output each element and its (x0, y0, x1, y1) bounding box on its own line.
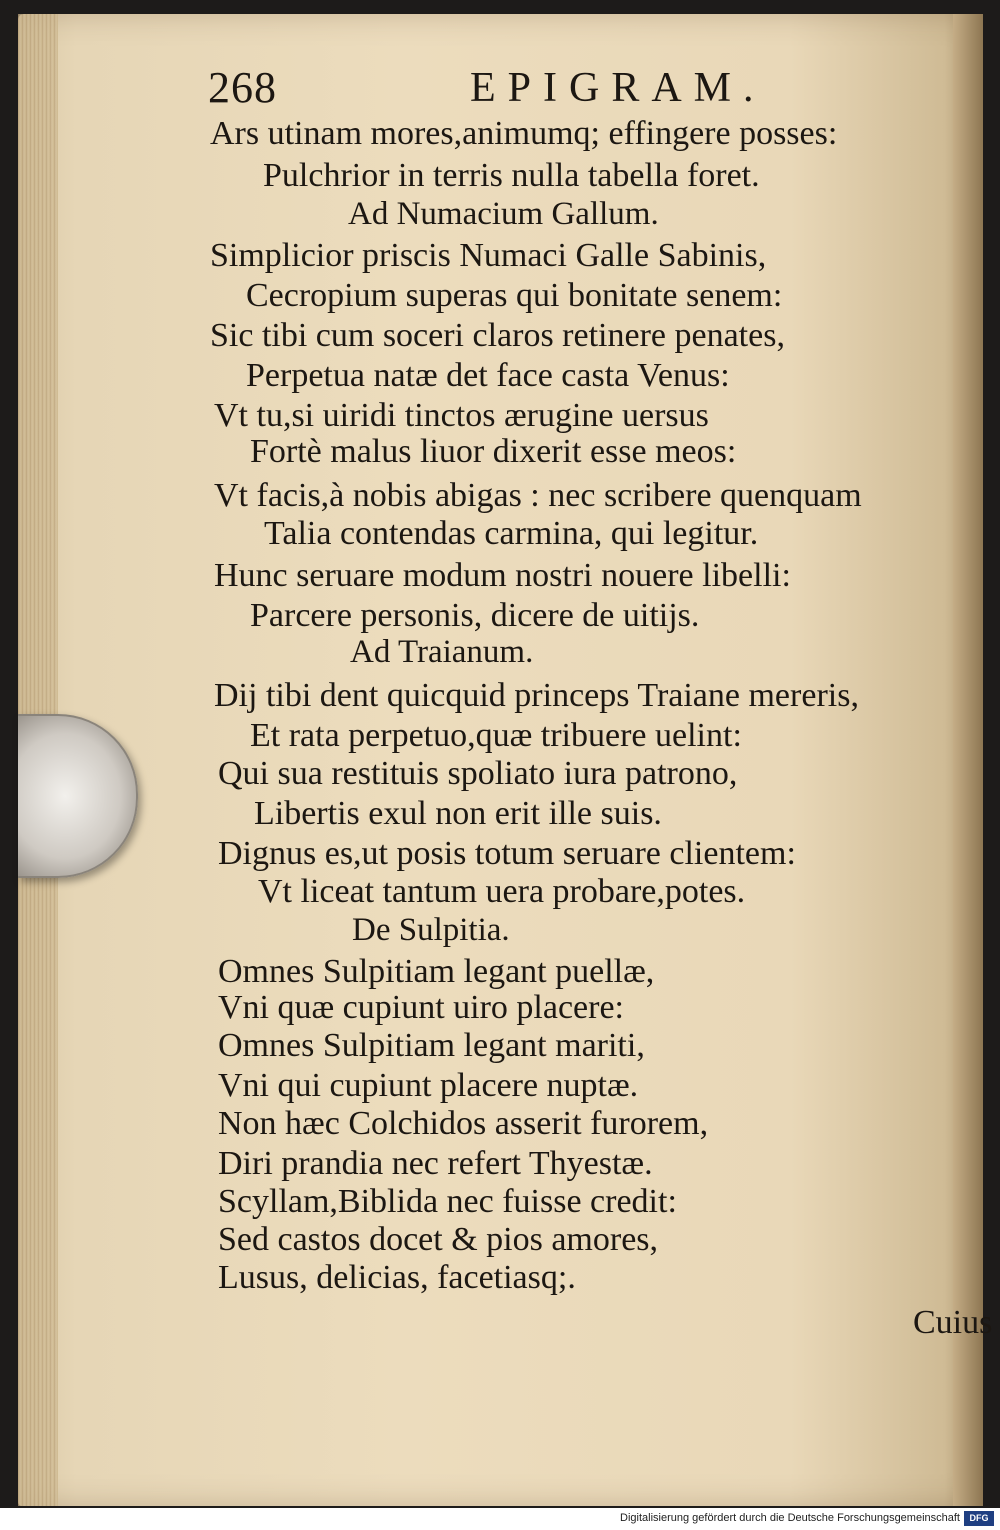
verse-line: Talia contendas carmina, qui legitur. (264, 515, 759, 552)
verse-line: Libertis exul non erit ille suis. (254, 795, 662, 832)
digitization-footer (0, 1508, 1000, 1530)
page-text (18, 14, 993, 1506)
verse-line: Lusus, delicias, facetiasq;. (218, 1259, 576, 1296)
verse-line: Hunc seruare modum nostri nouere libelli: (214, 557, 791, 594)
verse-line: Simplicior priscis Numaci Galle Sabinis, (210, 237, 767, 274)
verse-line: Parcere personis, dicere de uitijs. (250, 597, 700, 634)
verse-line: Dignus es,ut posis totum seruare clientem: (218, 835, 796, 872)
verse-line: Cecropium superas qui bonitate senem: (246, 277, 783, 314)
epigram-heading: De Sulpitia. (352, 912, 510, 948)
footer-credit: Digitalisierung gefördert durch die Deutsche Forschungsgemeinschaft (620, 1512, 960, 1524)
verse-line: Fortè malus liuor dixerit esse meos: (250, 433, 737, 470)
epigram-heading: Ad Numacium Gallum. (348, 196, 659, 232)
verse-line: Vt tu,si uiridi tinctos ærugine uersus (214, 397, 709, 434)
verse-line: Vni quæ cupiunt uiro placere: (218, 989, 625, 1026)
verse-line: Sed castos docet & pios amores, (218, 1221, 659, 1258)
dfg-logo-icon: DFG (964, 1511, 994, 1526)
verse-line: Sic tibi cum soceri claros retinere penates, (210, 317, 785, 354)
verse-line: Ars utinam mores,animumq; effingere posses: (210, 115, 838, 152)
book-page (18, 14, 993, 1506)
verse-line: Omnes Sulpitiam legant puellæ, (218, 953, 655, 990)
verse-line: Pulchrior in terris nulla tabella foret. (263, 157, 760, 194)
verse-line: Omnes Sulpitiam legant mariti, (218, 1027, 645, 1064)
verse-line: Et rata perpetuo,quæ tribuere uelint: (250, 717, 742, 754)
epigram-heading: Ad Traianum. (350, 634, 534, 670)
running-head: EPIGRAM. (470, 65, 766, 111)
page-number: 268 (208, 63, 277, 112)
verse-line: Scyllam,Biblida nec fuisse credit: (218, 1183, 677, 1220)
verse-line: Vt liceat tantum uera probare,potes. (258, 873, 746, 910)
verse-line: Vt facis,à nobis abigas : nec scribere quenquam (214, 477, 862, 514)
verse-line: Diri prandia nec refert Thyestæ. (218, 1145, 653, 1182)
verse-line: Vni qui cupiunt placere nuptæ. (218, 1067, 639, 1104)
verse-line: Qui sua restituis spoliato iura patrono, (218, 755, 738, 792)
catchword: Cuius (913, 1304, 993, 1341)
verse-line: Perpetua natæ det face casta Venus: (246, 357, 730, 394)
verse-line: Non hæc Colchidos asserit furorem, (218, 1105, 709, 1142)
verse-line: Dij tibi dent quicquid princeps Traiane mereris, (214, 677, 859, 714)
